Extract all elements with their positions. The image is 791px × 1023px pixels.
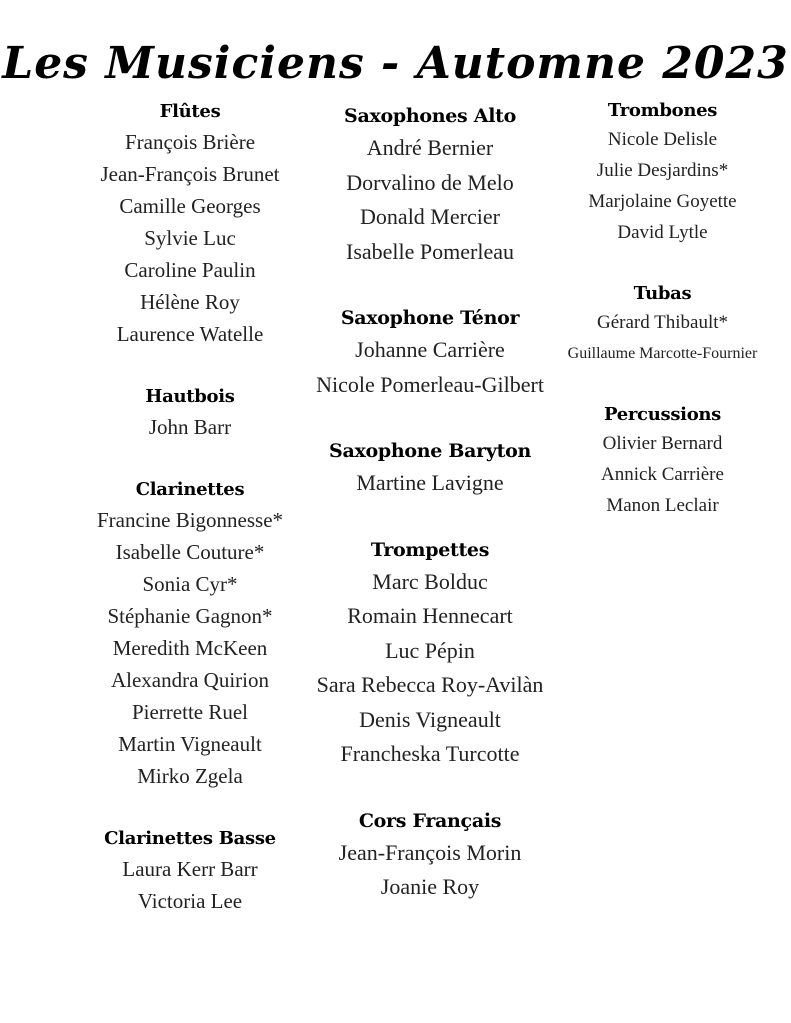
musician-name: Victoria Lee [137, 889, 243, 913]
column-left [60, 97, 320, 917]
musician-name: François Brière [124, 130, 256, 154]
musician-name: Meredith McKeen [112, 636, 268, 660]
section-saxophone-tenor [300, 303, 560, 402]
section-heading: Cors Français [358, 809, 502, 832]
musician-name: Laurence Watelle [116, 322, 264, 346]
section-saxophones-alto [300, 101, 560, 269]
section-trombones [535, 97, 790, 248]
musician-name: André Bernier [366, 135, 494, 160]
musician-name: Laura Kerr Barr [122, 857, 258, 881]
musician-name: Francheska Turcotte [340, 741, 520, 766]
musician-name: Camille Georges [119, 194, 261, 218]
musician-name: Francine Bigonnesse* [96, 508, 284, 532]
musician-name: David Lytle [617, 222, 708, 243]
musician-name: John Barr [148, 415, 232, 439]
section-heading: Flûtes [159, 101, 221, 122]
musician-name: Hélène Roy [140, 290, 240, 314]
musician-name: Marc Bolduc [372, 568, 488, 594]
column-middle [300, 101, 560, 905]
musician-name: Stéphanie Gagnon* [107, 604, 273, 628]
section-heading: Saxophone Ténor [340, 307, 520, 329]
musician-name: Jean-François Morin [338, 839, 522, 865]
musician-name: Johanne Carrière [355, 337, 505, 362]
musician-name: Jean-François Brunet [100, 162, 280, 186]
section-clarinettes-basse [60, 824, 320, 917]
musician-name: Sylvie Luc [144, 226, 236, 250]
musician-name: Sonia Cyr* [142, 572, 238, 596]
section-cors-francais [300, 806, 560, 905]
section-heading: Trompettes [370, 538, 490, 561]
musician-name: Manon Leclair [606, 495, 719, 516]
section-clarinettes [60, 475, 320, 792]
column-right [535, 97, 790, 521]
musician-name: Denis Vigneault [359, 706, 501, 732]
musician-name: Sara Rebecca Roy-Avilàn [316, 672, 544, 697]
section-heading: Trombones [607, 100, 718, 121]
musician-name: Caroline Paulin [124, 258, 256, 282]
section-hautbois [60, 382, 320, 443]
page-title: Les Musiciens - Automne 2023 [2, 38, 789, 89]
musician-name: Martine Lavigne [356, 470, 504, 495]
musician-name: Martin Vigneault [118, 732, 262, 756]
section-heading: Hautbois [145, 386, 235, 407]
musician-name: Marjolaine Goyette [588, 191, 737, 212]
musician-name: Nicole Delisle [607, 129, 718, 150]
musician-name: Olivier Bernard [602, 433, 723, 454]
musician-name: Isabelle Couture* [115, 540, 265, 564]
musician-name: Luc Pépin [385, 637, 475, 663]
musician-name: Annick Carrière [601, 464, 724, 485]
section-trompettes [300, 535, 560, 772]
section-saxophone-baryton [300, 436, 560, 501]
musician-name: Joanie Roy [380, 874, 480, 899]
section-heading: Clarinettes Basse [104, 828, 276, 849]
musician-name: Julie Desjardins* [596, 160, 729, 181]
musician-name: Pierrette Ruel [131, 700, 249, 724]
section-heading: Saxophone Baryton [329, 440, 531, 462]
musician-name: Guillaume Marcotte-Fournier [567, 345, 758, 362]
section-heading: Percussions [603, 404, 722, 425]
musician-name: Romain Hennecart [347, 603, 513, 628]
section-flutes [60, 97, 320, 350]
musician-name: Isabelle Pomerleau [346, 238, 514, 264]
musician-name: Dorvalino de Melo [346, 169, 514, 195]
section-tubas [535, 280, 790, 369]
section-heading: Tubas [633, 283, 692, 304]
section-heading: Saxophones Alto [344, 105, 516, 127]
musician-name: Nicole Pomerleau-Gilbert [316, 371, 544, 397]
musician-name: Donald Mercier [360, 204, 500, 229]
musician-name: Mirko Zgela [137, 764, 243, 788]
section-percussions [535, 401, 790, 521]
musician-name: Alexandra Quirion [110, 668, 270, 692]
musician-name: Gérard Thibault* [596, 312, 729, 333]
section-heading: Clarinettes [135, 479, 245, 500]
